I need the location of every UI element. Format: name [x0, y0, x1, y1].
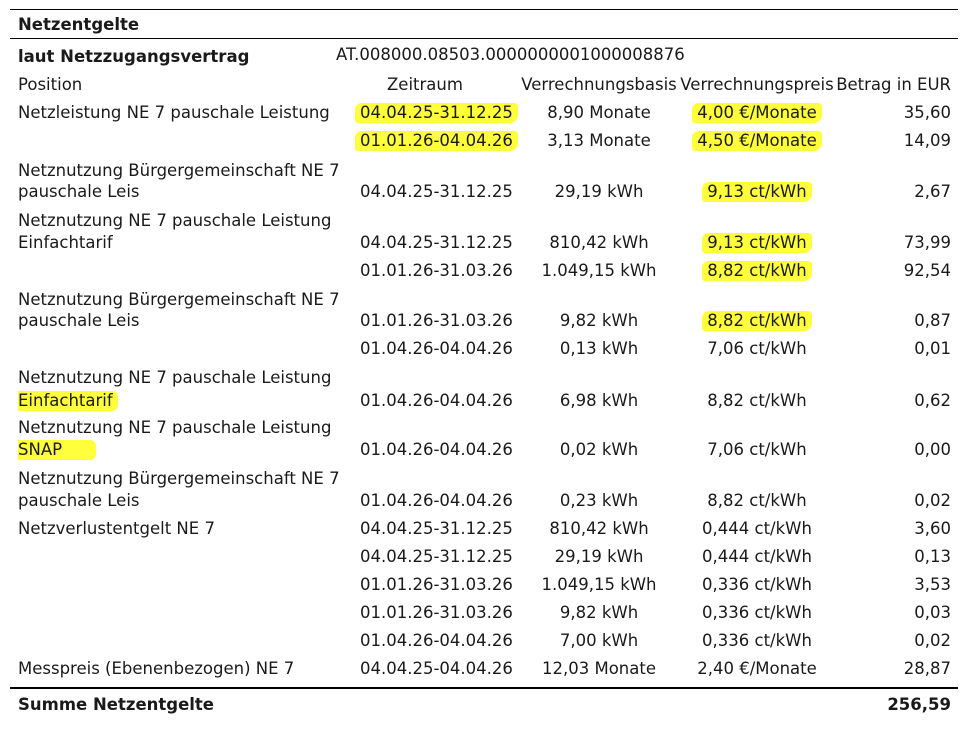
amount-cell: 14,09 [903, 131, 951, 150]
header-price: Verrechnungspreis [680, 75, 834, 94]
amount-cell: 0,13 [914, 547, 951, 566]
price-cell: 8,82 ct/kWh [676, 311, 838, 331]
amount-cell: 92,54 [903, 261, 951, 280]
header-basis: Verrechnungsbasis [521, 75, 677, 94]
header-amount: Betrag in EUR [836, 75, 951, 94]
position-label: Netzverlustentgelt NE 7 [18, 519, 215, 538]
basis-cell: 0,23 kWh [559, 491, 639, 510]
total-rule [10, 687, 958, 689]
period-cell: 01.04.26-04.04.26 [360, 339, 513, 358]
price-cell: 7,06 ct/kWh [707, 339, 807, 358]
section-title: Netzentgelte [18, 15, 140, 34]
amount-cell: 0,02 [914, 631, 951, 650]
period-cell: 04.04.25-04.04.26 [360, 659, 513, 678]
position-label-cont: SNAP [18, 440, 91, 460]
basis-cell: 9,82 kWh [559, 603, 639, 622]
title-rule [10, 38, 958, 39]
header-position: Position [18, 75, 83, 94]
period-cell: 04.04.25-31.12.25 [360, 547, 513, 566]
price-cell: 0,336 ct/kWh [702, 603, 812, 622]
basis-cell: 9,82 kWh [559, 311, 639, 330]
basis-cell: 29,19 kWh [554, 182, 644, 201]
amount-cell: 73,99 [903, 233, 951, 252]
basis-cell: 8,90 Monate [547, 103, 651, 122]
total-label: Summe Netzentgelte [18, 695, 215, 714]
price-cell: 9,13 ct/kWh [676, 233, 838, 253]
position-label: Netznutzung NE 7 pauschale Leistung [18, 211, 332, 230]
price-cell: 2,40 €/Monate [697, 659, 817, 678]
subtitle: laut Netzzugangsvertrag [18, 47, 250, 66]
basis-cell: 7,00 kWh [559, 631, 639, 650]
amount-cell: 35,60 [903, 103, 951, 122]
amount-cell: 0,02 [914, 491, 951, 510]
basis-cell: 0,13 kWh [559, 339, 639, 358]
amount-cell: 28,87 [903, 659, 951, 678]
position-label: Netzleistung NE 7 pauschale Leistung [18, 103, 330, 122]
price-cell: 8,82 ct/kWh [676, 261, 838, 281]
price-cell: 9,13 ct/kWh [676, 182, 838, 202]
position-label: Messpreis (Ebenenbezogen) NE 7 [18, 659, 295, 678]
period-cell: 01.04.26-04.04.26 [360, 391, 513, 410]
price-cell: 7,06 ct/kWh [707, 440, 807, 459]
basis-cell: 12,03 Monate [541, 659, 656, 678]
amount-cell: 2,67 [914, 182, 951, 201]
header-period: Zeitraum [387, 75, 463, 94]
position-label: Netznutzung NE 7 pauschale Leistung [18, 418, 332, 437]
price-cell: 4,50 €/Monate [676, 131, 838, 151]
amount-cell: 0,03 [914, 603, 951, 622]
price-cell: 0,444 ct/kWh [702, 547, 812, 566]
position-label: Netznutzung NE 7 pauschale Leistung [18, 368, 332, 387]
basis-cell: 0,02 kWh [559, 440, 639, 459]
position-label-cont: pauschale Leis [18, 491, 140, 510]
amount-cell: 0,62 [914, 391, 951, 410]
amount-cell: 3,53 [914, 575, 951, 594]
amount-cell: 0,87 [914, 311, 951, 330]
top-rule [10, 9, 958, 10]
position-label-cont: Einfachtarif [18, 391, 113, 411]
basis-cell: 3,13 Monate [547, 131, 651, 150]
amount-cell: 0,00 [914, 440, 951, 459]
period-cell: 01.01.26-31.03.26 [360, 311, 513, 330]
period-cell: 01.01.26-31.03.26 [360, 603, 513, 622]
period-cell: 04.04.25-31.12.25 [360, 519, 513, 538]
period-cell: 01.04.26-04.04.26 [360, 440, 513, 459]
period-cell: 01.01.26-04.04.26 [360, 131, 513, 151]
period-cell: 01.01.26-31.03.26 [360, 575, 513, 594]
period-cell: 01.04.26-04.04.26 [360, 491, 513, 510]
price-cell: 8,82 ct/kWh [707, 391, 807, 410]
position-label: Netznutzung Bürgergemeinschaft NE 7 [18, 290, 340, 309]
amount-cell: 3,60 [914, 519, 951, 538]
period-cell: 04.04.25-31.12.25 [360, 103, 513, 123]
contract-id: AT.008000.08503.0000000001000008876 [336, 45, 685, 64]
total-value: 256,59 [887, 695, 951, 714]
position-label: Netznutzung Bürgergemeinschaft NE 7 [18, 469, 340, 488]
basis-cell: 29,19 kWh [554, 547, 644, 566]
price-cell: 8,82 ct/kWh [707, 491, 807, 510]
position-label-cont: pauschale Leis [18, 311, 140, 330]
position-label: Netznutzung Bürgergemeinschaft NE 7 [18, 161, 340, 180]
price-cell: 0,336 ct/kWh [702, 575, 812, 594]
period-cell: 04.04.25-31.12.25 [360, 233, 513, 252]
position-label-cont: pauschale Leis [18, 182, 140, 201]
basis-cell: 1.049,15 kWh [541, 575, 657, 594]
price-cell: 4,00 €/Monate [676, 103, 838, 123]
basis-cell: 1.049,15 kWh [541, 261, 657, 280]
basis-cell: 6,98 kWh [559, 391, 639, 410]
period-cell: 01.04.26-04.04.26 [360, 631, 513, 650]
price-cell: 0,444 ct/kWh [702, 519, 812, 538]
position-label-cont: Einfachtarif [18, 233, 113, 252]
basis-cell: 810,42 kWh [549, 519, 649, 538]
amount-cell: 0,01 [914, 339, 951, 358]
period-cell: 01.01.26-31.03.26 [360, 261, 513, 280]
price-cell: 0,336 ct/kWh [702, 631, 812, 650]
period-cell: 04.04.25-31.12.25 [360, 182, 513, 201]
basis-cell: 810,42 kWh [549, 233, 649, 252]
